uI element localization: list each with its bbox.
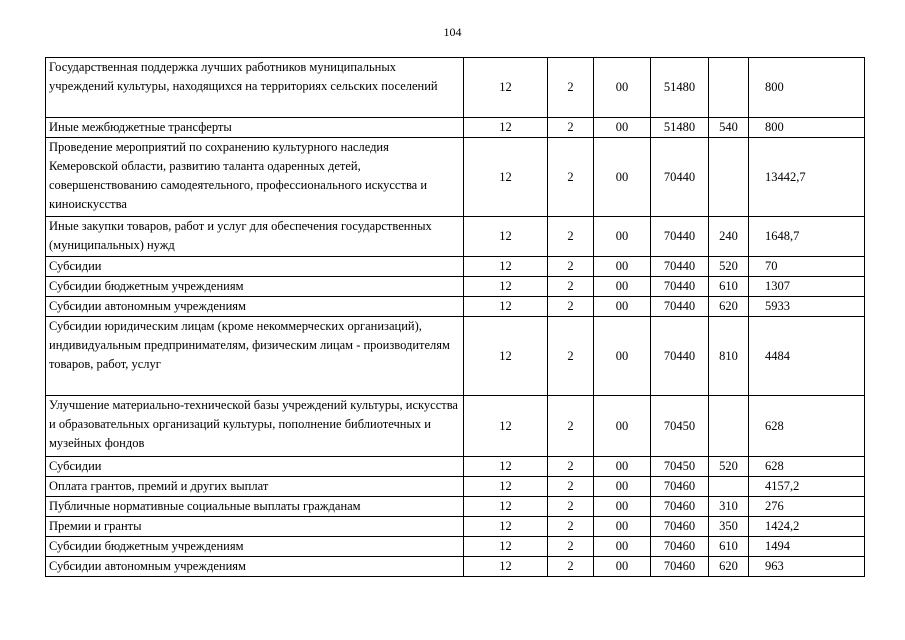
- row-subsection: 2: [548, 217, 594, 257]
- row-expense-type: 240: [709, 217, 749, 257]
- row-program: 00: [594, 277, 651, 297]
- table-row: [46, 58, 865, 118]
- row-name: Субсидии бюджетным учреждениям: [46, 277, 464, 297]
- row-name: Улучшение материально-технической базы учреждений культуры, искусства и образовательных организаций культуры, пополнение библиотечных и музейных фондов: [46, 396, 464, 457]
- row-section: 12: [464, 277, 548, 297]
- row-expense-type: 810: [709, 317, 749, 396]
- row-article: 70440: [651, 138, 709, 217]
- row-program: 00: [594, 138, 651, 217]
- row-program: 00: [594, 517, 651, 537]
- row-name: Публичные нормативные социальные выплаты гражданам: [46, 497, 464, 517]
- row-subsection: 2: [548, 396, 594, 457]
- row-section: 12: [464, 257, 548, 277]
- page-number: 104: [443, 25, 462, 39]
- row-program: 00: [594, 457, 651, 477]
- row-article: 70460: [651, 477, 709, 497]
- table-row: [46, 118, 865, 138]
- row-section: 12: [464, 517, 548, 537]
- row-article: 70440: [651, 277, 709, 297]
- row-section: 12: [464, 317, 548, 396]
- row-expense-type: 310: [709, 497, 749, 517]
- table-row: [46, 537, 865, 557]
- row-subsection: 2: [548, 557, 594, 577]
- row-article: 70440: [651, 217, 709, 257]
- row-expense-type: [709, 396, 749, 457]
- row-name: Проведение мероприятий по сохранению культурного наследия Кемеровской области, развитию таланта одаренных детей, совершенствованию самодеятельного, профессионального искусства и киноискусства: [46, 138, 464, 217]
- row-program: 00: [594, 217, 651, 257]
- row-expense-type: 520: [709, 457, 749, 477]
- row-section: 12: [464, 297, 548, 317]
- row-amount: 1424,2: [749, 517, 865, 537]
- table-row: [46, 557, 865, 577]
- row-program: 00: [594, 257, 651, 277]
- row-name: Оплата грантов, премий и других выплат: [46, 477, 464, 497]
- row-article: 70460: [651, 497, 709, 517]
- row-section: 12: [464, 58, 548, 118]
- budget-table-body: [46, 58, 865, 577]
- row-section: 12: [464, 557, 548, 577]
- row-amount: 1648,7: [749, 217, 865, 257]
- row-expense-type: 350: [709, 517, 749, 537]
- row-name: Субсидии: [46, 257, 464, 277]
- row-article: 70440: [651, 317, 709, 396]
- row-amount: 800: [749, 58, 865, 118]
- row-expense-type: [709, 58, 749, 118]
- row-section: 12: [464, 477, 548, 497]
- row-article: 70450: [651, 396, 709, 457]
- row-name: Субсидии: [46, 457, 464, 477]
- row-name: Государственная поддержка лучших работников муниципальных учреждений культуры, находящихся на территориях сельских поселений: [46, 58, 464, 118]
- budget-table: [45, 57, 865, 577]
- row-subsection: 2: [548, 517, 594, 537]
- row-article: 51480: [651, 58, 709, 118]
- row-section: 12: [464, 537, 548, 557]
- row-program: 00: [594, 297, 651, 317]
- row-name: Субсидии автономным учреждениям: [46, 557, 464, 577]
- row-program: 00: [594, 58, 651, 118]
- row-subsection: 2: [548, 277, 594, 297]
- row-expense-type: [709, 477, 749, 497]
- row-section: 12: [464, 118, 548, 138]
- table-row: [46, 396, 865, 457]
- row-expense-type: 620: [709, 297, 749, 317]
- row-article: 70460: [651, 537, 709, 557]
- row-expense-type: 520: [709, 257, 749, 277]
- row-subsection: 2: [548, 138, 594, 217]
- row-name: Субсидии автономным учреждениям: [46, 297, 464, 317]
- row-article: 70440: [651, 297, 709, 317]
- row-amount: 628: [749, 396, 865, 457]
- row-subsection: 2: [548, 457, 594, 477]
- table-row: [46, 477, 865, 497]
- row-section: 12: [464, 497, 548, 517]
- table-row: [46, 317, 865, 396]
- row-amount: 963: [749, 557, 865, 577]
- row-amount: 70: [749, 257, 865, 277]
- row-article: 70440: [651, 257, 709, 277]
- row-amount: 276: [749, 497, 865, 517]
- row-name: Премии и гранты: [46, 517, 464, 537]
- row-article: 51480: [651, 118, 709, 138]
- row-program: 00: [594, 477, 651, 497]
- row-program: 00: [594, 118, 651, 138]
- row-subsection: 2: [548, 257, 594, 277]
- row-name: Субсидии бюджетным учреждениям: [46, 537, 464, 557]
- row-article: 70460: [651, 557, 709, 577]
- table-row: [46, 517, 865, 537]
- row-amount: 1494: [749, 537, 865, 557]
- row-subsection: 2: [548, 537, 594, 557]
- row-program: 00: [594, 497, 651, 517]
- row-section: 12: [464, 217, 548, 257]
- row-program: 00: [594, 317, 651, 396]
- table-row: [46, 497, 865, 517]
- row-subsection: 2: [548, 297, 594, 317]
- table-row: [46, 277, 865, 297]
- row-amount: 4484: [749, 317, 865, 396]
- row-section: 12: [464, 396, 548, 457]
- row-amount: 800: [749, 118, 865, 138]
- table-row: [46, 297, 865, 317]
- row-name: Субсидии юридическим лицам (кроме некоммерческих организаций), индивидуальным предпринимателям, физическим лицам - производителям товаров, работ, услуг: [46, 317, 464, 396]
- row-program: 00: [594, 557, 651, 577]
- row-amount: 1307: [749, 277, 865, 297]
- row-amount: 13442,7: [749, 138, 865, 217]
- row-expense-type: 540: [709, 118, 749, 138]
- row-article: 70460: [651, 517, 709, 537]
- row-expense-type: 620: [709, 557, 749, 577]
- table-row: [46, 138, 865, 217]
- row-program: 00: [594, 396, 651, 457]
- row-section: 12: [464, 138, 548, 217]
- row-section: 12: [464, 457, 548, 477]
- row-subsection: 2: [548, 118, 594, 138]
- row-subsection: 2: [548, 477, 594, 497]
- row-name: Иные межбюджетные трансферты: [46, 118, 464, 138]
- row-expense-type: 610: [709, 537, 749, 557]
- row-subsection: 2: [548, 497, 594, 517]
- row-program: 00: [594, 537, 651, 557]
- table-row: [46, 217, 865, 257]
- row-amount: 4157,2: [749, 477, 865, 497]
- table-row: [46, 257, 865, 277]
- row-amount: 628: [749, 457, 865, 477]
- row-subsection: 2: [548, 58, 594, 118]
- table-row: [46, 457, 865, 477]
- row-expense-type: 610: [709, 277, 749, 297]
- row-amount: 5933: [749, 297, 865, 317]
- row-subsection: 2: [548, 317, 594, 396]
- row-article: 70450: [651, 457, 709, 477]
- row-expense-type: [709, 138, 749, 217]
- row-name: Иные закупки товаров, работ и услуг для обеспечения государственных (муниципальных) нужд: [46, 217, 464, 257]
